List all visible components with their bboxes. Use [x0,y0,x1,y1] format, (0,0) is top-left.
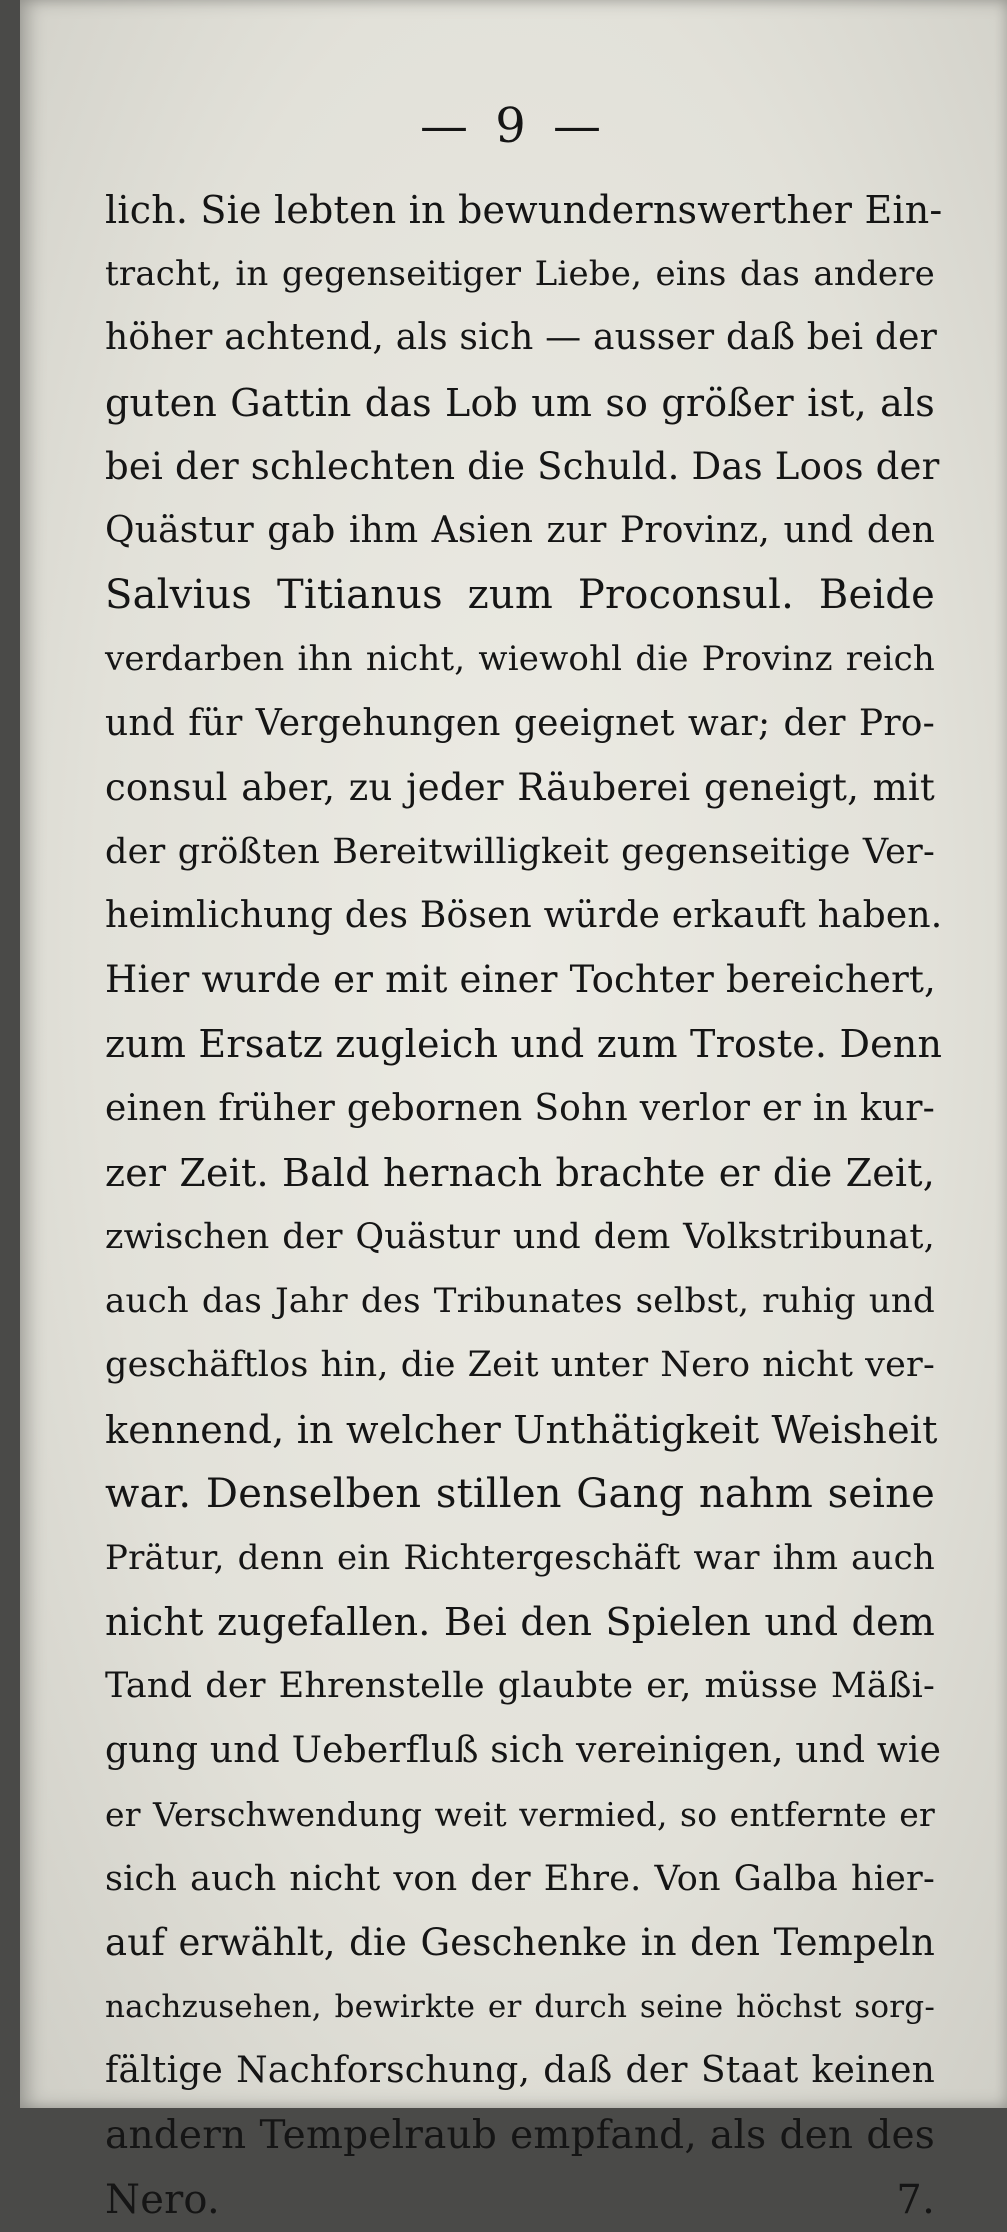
final-line-text: Nero. [105,2176,220,2223]
text-line: zwischen der Quästur und dem Volkstribunat, [105,1217,935,1257]
text-line: der größten Bereitwilligkeit gegenseitige Ver- [105,831,935,872]
text-line: gung und Ueberfluß sich vereinigen, und wie [105,1729,942,1771]
text-line: nachzusehen, bewirkte er durch seine höchst sorg- [105,1989,935,2026]
text-line: lich. Sie lebten in bewundernswerther Ein- [105,188,943,232]
text-line: guten Gattin das Lob um so größer ist, als [105,380,935,425]
text-line: auch das Jahr des Tribunates selbst, ruhig und [105,1281,935,1322]
text-line: Tand der Ehrenstelle glaubte er, müsse Mäßi- [105,1666,935,1707]
text-line: nicht zugefallen. Bei den Spielen und dem [105,1600,935,1645]
text-line: tracht, in gegenseitiger Liebe, eins das andere [105,254,935,295]
text-line: Prätur, denn ein Richtergeschäft war ihm auch [105,1537,935,1578]
text-line: verdarben ihn nicht, wiewohl die Provinz reich [105,639,935,680]
page-number: — 9 — [419,98,608,154]
final-line [105,2168,935,2232]
catchword: 7. [896,2176,935,2223]
text-line: geschäftlos hin, die Zeit unter Nero nicht ver- [105,1345,935,1386]
text-line: einen früher gebornen Sohn verlor er in kur- [105,1087,935,1129]
text-line: war. Denselben stillen Gang nahm seine [105,1470,935,1517]
body-text [105,178,943,2232]
text-line: sich auch nicht von der Ehre. Von Galba hier- [105,1858,935,1899]
text-line: heimlichung des Bösen würde erkauft haben. [105,895,943,937]
text-line: Quästur gab ihm Asien zur Provinz, und den [105,509,935,551]
text-line: zum Ersatz zugleich und zum Troste. Denn [105,1022,943,1067]
text-line: er Verschwendung weit vermied, so entfernte er [105,1794,935,1834]
text-line: zer Zeit. Bald hernach brachte er die Zeit, [105,1150,935,1195]
text-line: fältige Nachforschung, daß der Staat keinen [105,2050,935,2092]
text-line: kennend, in welcher Unthätigkeit Weisheit [105,1407,938,1452]
text-line: Hier wurde er mit einer Tochter bereichert, [105,958,936,1002]
text-line: consul aber, zu jeder Räuberei geneigt, mit [105,765,935,809]
text-line: Salvius Titianus zum Proconsul. Beide [105,572,935,619]
text-line: und für Vergehungen geeignet war; der Pro- [105,702,935,744]
text-line: andern Tempelraub empfand, als den des [105,2112,935,2158]
text-line: bei der schlechten die Schuld. Das Loos der [105,444,940,488]
text-line: höher achtend, als sich — ausser daß bei der [105,317,938,359]
book-page [20,0,1007,2223]
text-line: auf erwählt, die Geschenke in den Tempeln [105,1921,935,1965]
